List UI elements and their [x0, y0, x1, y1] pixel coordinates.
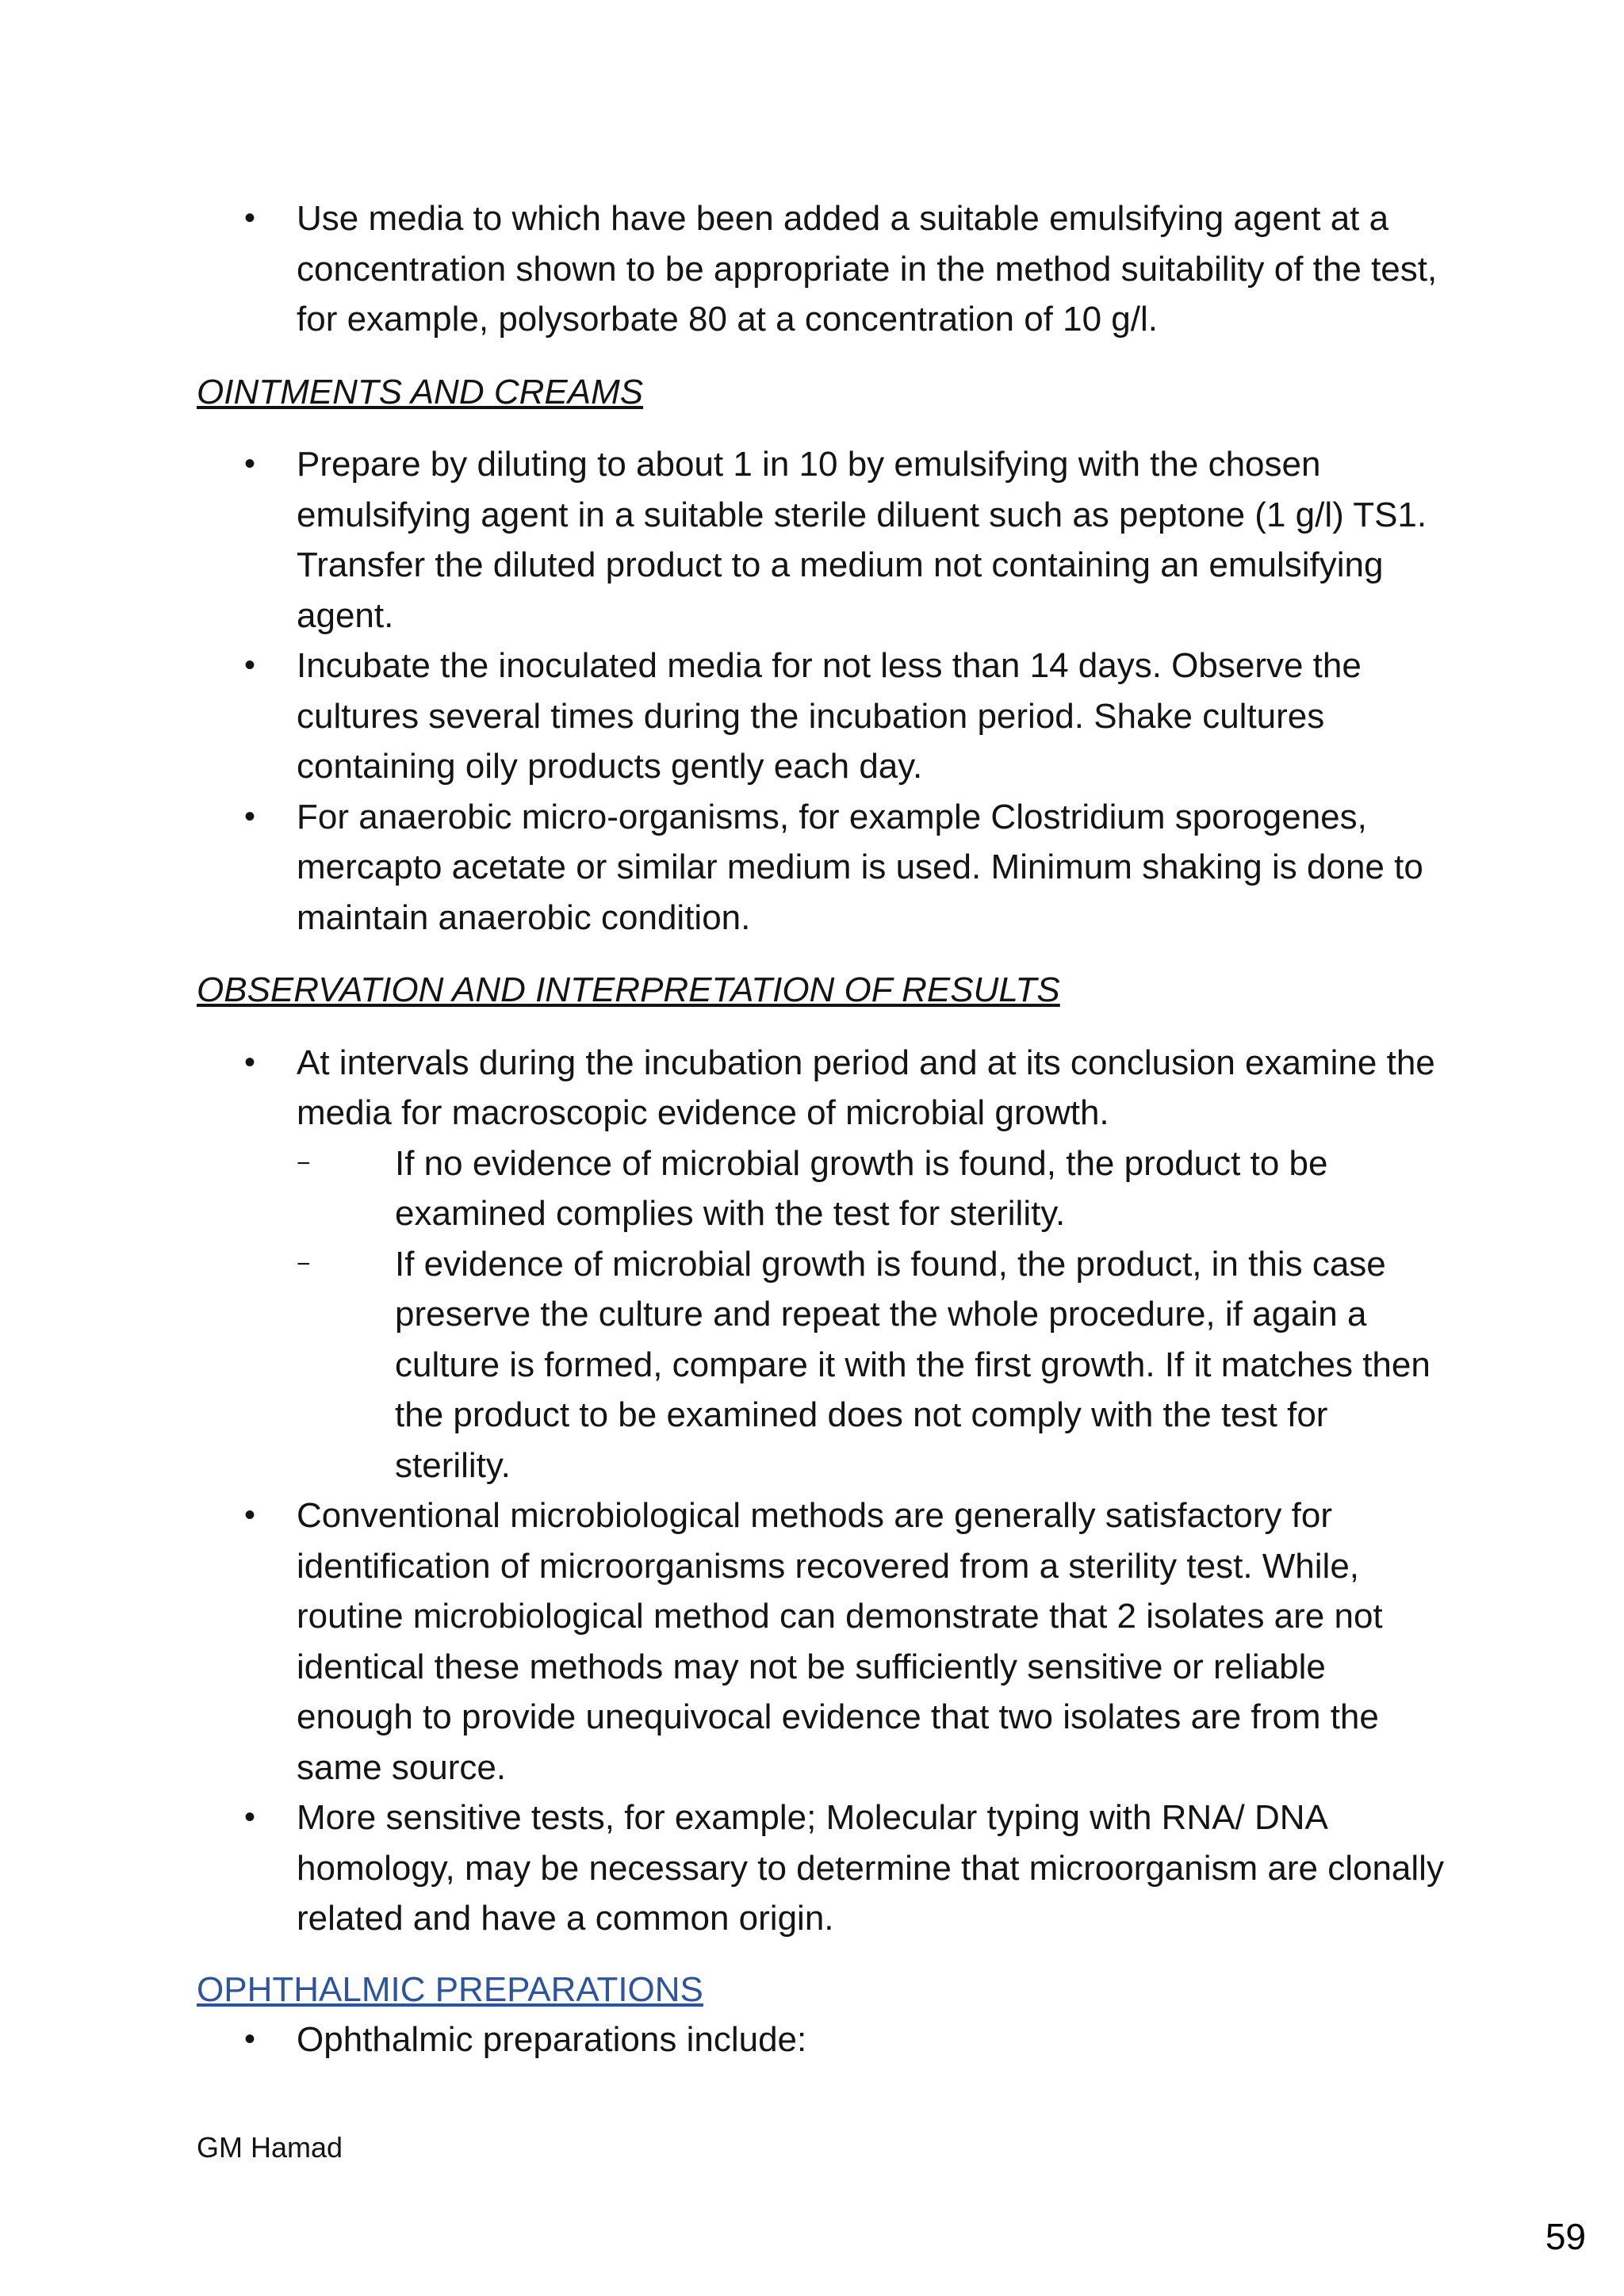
- section-heading-ointments: OINTMENTS AND CREAMS: [197, 372, 644, 411]
- bullet-item: • Incubate the inoculated media for not less than 14 days. Observe the cultures several times during the incubation period. Shake cultures containing oily products gently each day.: [197, 641, 1450, 792]
- bullet-item: • More sensitive tests, for example; Molecular typing with RNA/ DNA homology, may be necessary to determine that microorganism are clonally related and have a common origin.: [197, 1793, 1450, 1944]
- section-heading-ophthalmic[interactable]: OPHTHALMIC PREPARATIONS: [197, 1969, 703, 2009]
- section-heading-observation: OBSERVATION AND INTERPRETATION OF RESULTS: [197, 970, 1060, 1009]
- bullet-item: • Conventional microbiological methods are generally satisfactory for identification of microorganisms recovered from a sterility test. While, routine microbiological method can demonstrate that 2 isolates are not identical these methods may not be sufficiently sensitive or reliable enough to provide unequivocal evidence that two isolates are from the same source.: [197, 1490, 1450, 1793]
- page-content: [197, 193, 1450, 2065]
- bullet-item: • For anaerobic micro-organisms, for example Clostridium sporogenes, mercapto acetate or similar medium is used. Minimum shaking is done to maintain anaerobic condition.: [197, 792, 1450, 943]
- bullet-item: • Ophthalmic preparations include:: [197, 2015, 1450, 2065]
- ophthalmic-bullet-list: [197, 2015, 1450, 2065]
- dash-item: − If no evidence of microbial growth is found, the product to be examined complies with the test for sterility.: [297, 1138, 1450, 1239]
- result-dash-list: [297, 1138, 1450, 1491]
- footer-author: GM Hamad: [197, 2131, 343, 2164]
- page-number: 59: [1545, 2216, 1586, 2257]
- observation-bullet-list: [197, 1038, 1450, 1944]
- bullet-text: At intervals during the incubation period and at its conclusion examine the media for macroscopic evidence of microbial growth.: [297, 1043, 1435, 1132]
- bullet-item: • Prepare by diluting to about 1 in 10 by emulsifying with the chosen emulsifying agent in a suitable sterile diluent such as peptone (1 g/l) TS1. Transfer the diluted product to a medium not containing an emulsifying agent.: [197, 439, 1450, 641]
- bullet-item: [197, 1038, 1450, 1491]
- bullet-item: • Use media to which have been added a suitable emulsifying agent at a concentration shown to be appropriate in the method suitability of the test, for example, polysorbate 80 at a concentration of 10 g/l.: [197, 193, 1450, 345]
- dash-item: − If evidence of microbial growth is found, the product, in this case preserve the culture and repeat the whole procedure, if again a culture is formed, compare it with the first growth. If it matches then the product to be examined does not comply with the test for sterility.: [297, 1239, 1450, 1491]
- ointments-bullet-list: [197, 439, 1450, 943]
- emulsifier-bullet-list: [197, 193, 1450, 345]
